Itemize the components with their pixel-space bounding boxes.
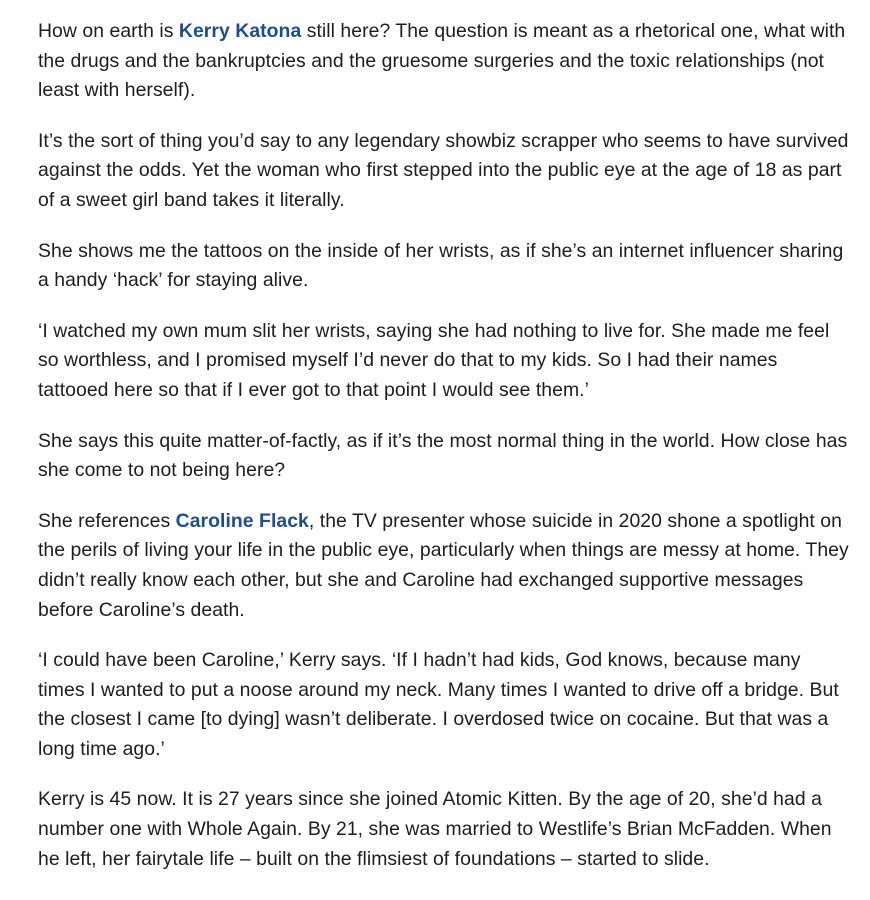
paragraph-7-quote: ‘I could have been Caroline,’ Kerry says. ‘If I hadn’t had kids, God knows, because many times I wanted to put a noose around my neck. Many times I wanted to drive off a bridge. But the closest I came [to dying] wasn’t deliberate. I overdosed twice on cocaine. But that was a long time ago.’ xyxy=(38,649,839,760)
paragraph-6 xyxy=(38,507,852,625)
paragraph-2: It’s the sort of thing you’d say to any legendary showbiz scrapper who seems to have survived against the odds. Yet the woman who first stepped into the public eye at the age of 18 as part of a sweet girl band takes it literally. xyxy=(38,129,849,211)
paragraph-1 xyxy=(38,17,852,106)
paragraph-1-text-end: still here? The question is meant as a rhetorical one, what with the drugs and the bankruptcies and the gruesome surgeries and the toxic relationships (not least with herself). xyxy=(38,20,846,102)
paragraph-6-text-end: , the TV presenter whose suicide in 2020 shone a spotlight on the perils of living your life in the public eye, particularly when things are messy at home. They didn’t really know each other, but she and Caroline had exchanged supportive messages before Caroline’s death. xyxy=(38,509,849,621)
paragraph-8: Kerry is 45 now. It is 27 years since she joined Atomic Kitten. By the age of 20, she’d had a number one with Whole Again. By 21, she was married to Westlife’s Brian McFadden. When he left, her fairytale life – built on the flimsiest of foundations – started to slide. xyxy=(38,788,832,870)
caroline-flack-link[interactable]: Caroline Flack xyxy=(175,509,309,532)
kerry-katona-link[interactable]: Kerry Katona xyxy=(178,20,302,42)
paragraph-6-text-start: She references xyxy=(38,509,176,532)
paragraph-3: She shows me the tattoos on the inside of her wrists, as if she’s an internet influencer sharing a handy ‘hack’ for staying alive. xyxy=(38,239,844,292)
paragraph-1-text-start: How on earth is xyxy=(38,20,179,42)
paragraph-5: She says this quite matter-of-factly, as if it’s the most normal thing in the world. How close has she come to not being here? xyxy=(38,429,848,482)
paragraph-4-quote: ‘I watched my own mum slit her wrists, saying she had nothing to live for. She made me feel so worthless, and I promised myself I’d never do that to my kids. So I had their names tattooed here so that if I ever got to that point I would see them.’ xyxy=(38,319,830,401)
